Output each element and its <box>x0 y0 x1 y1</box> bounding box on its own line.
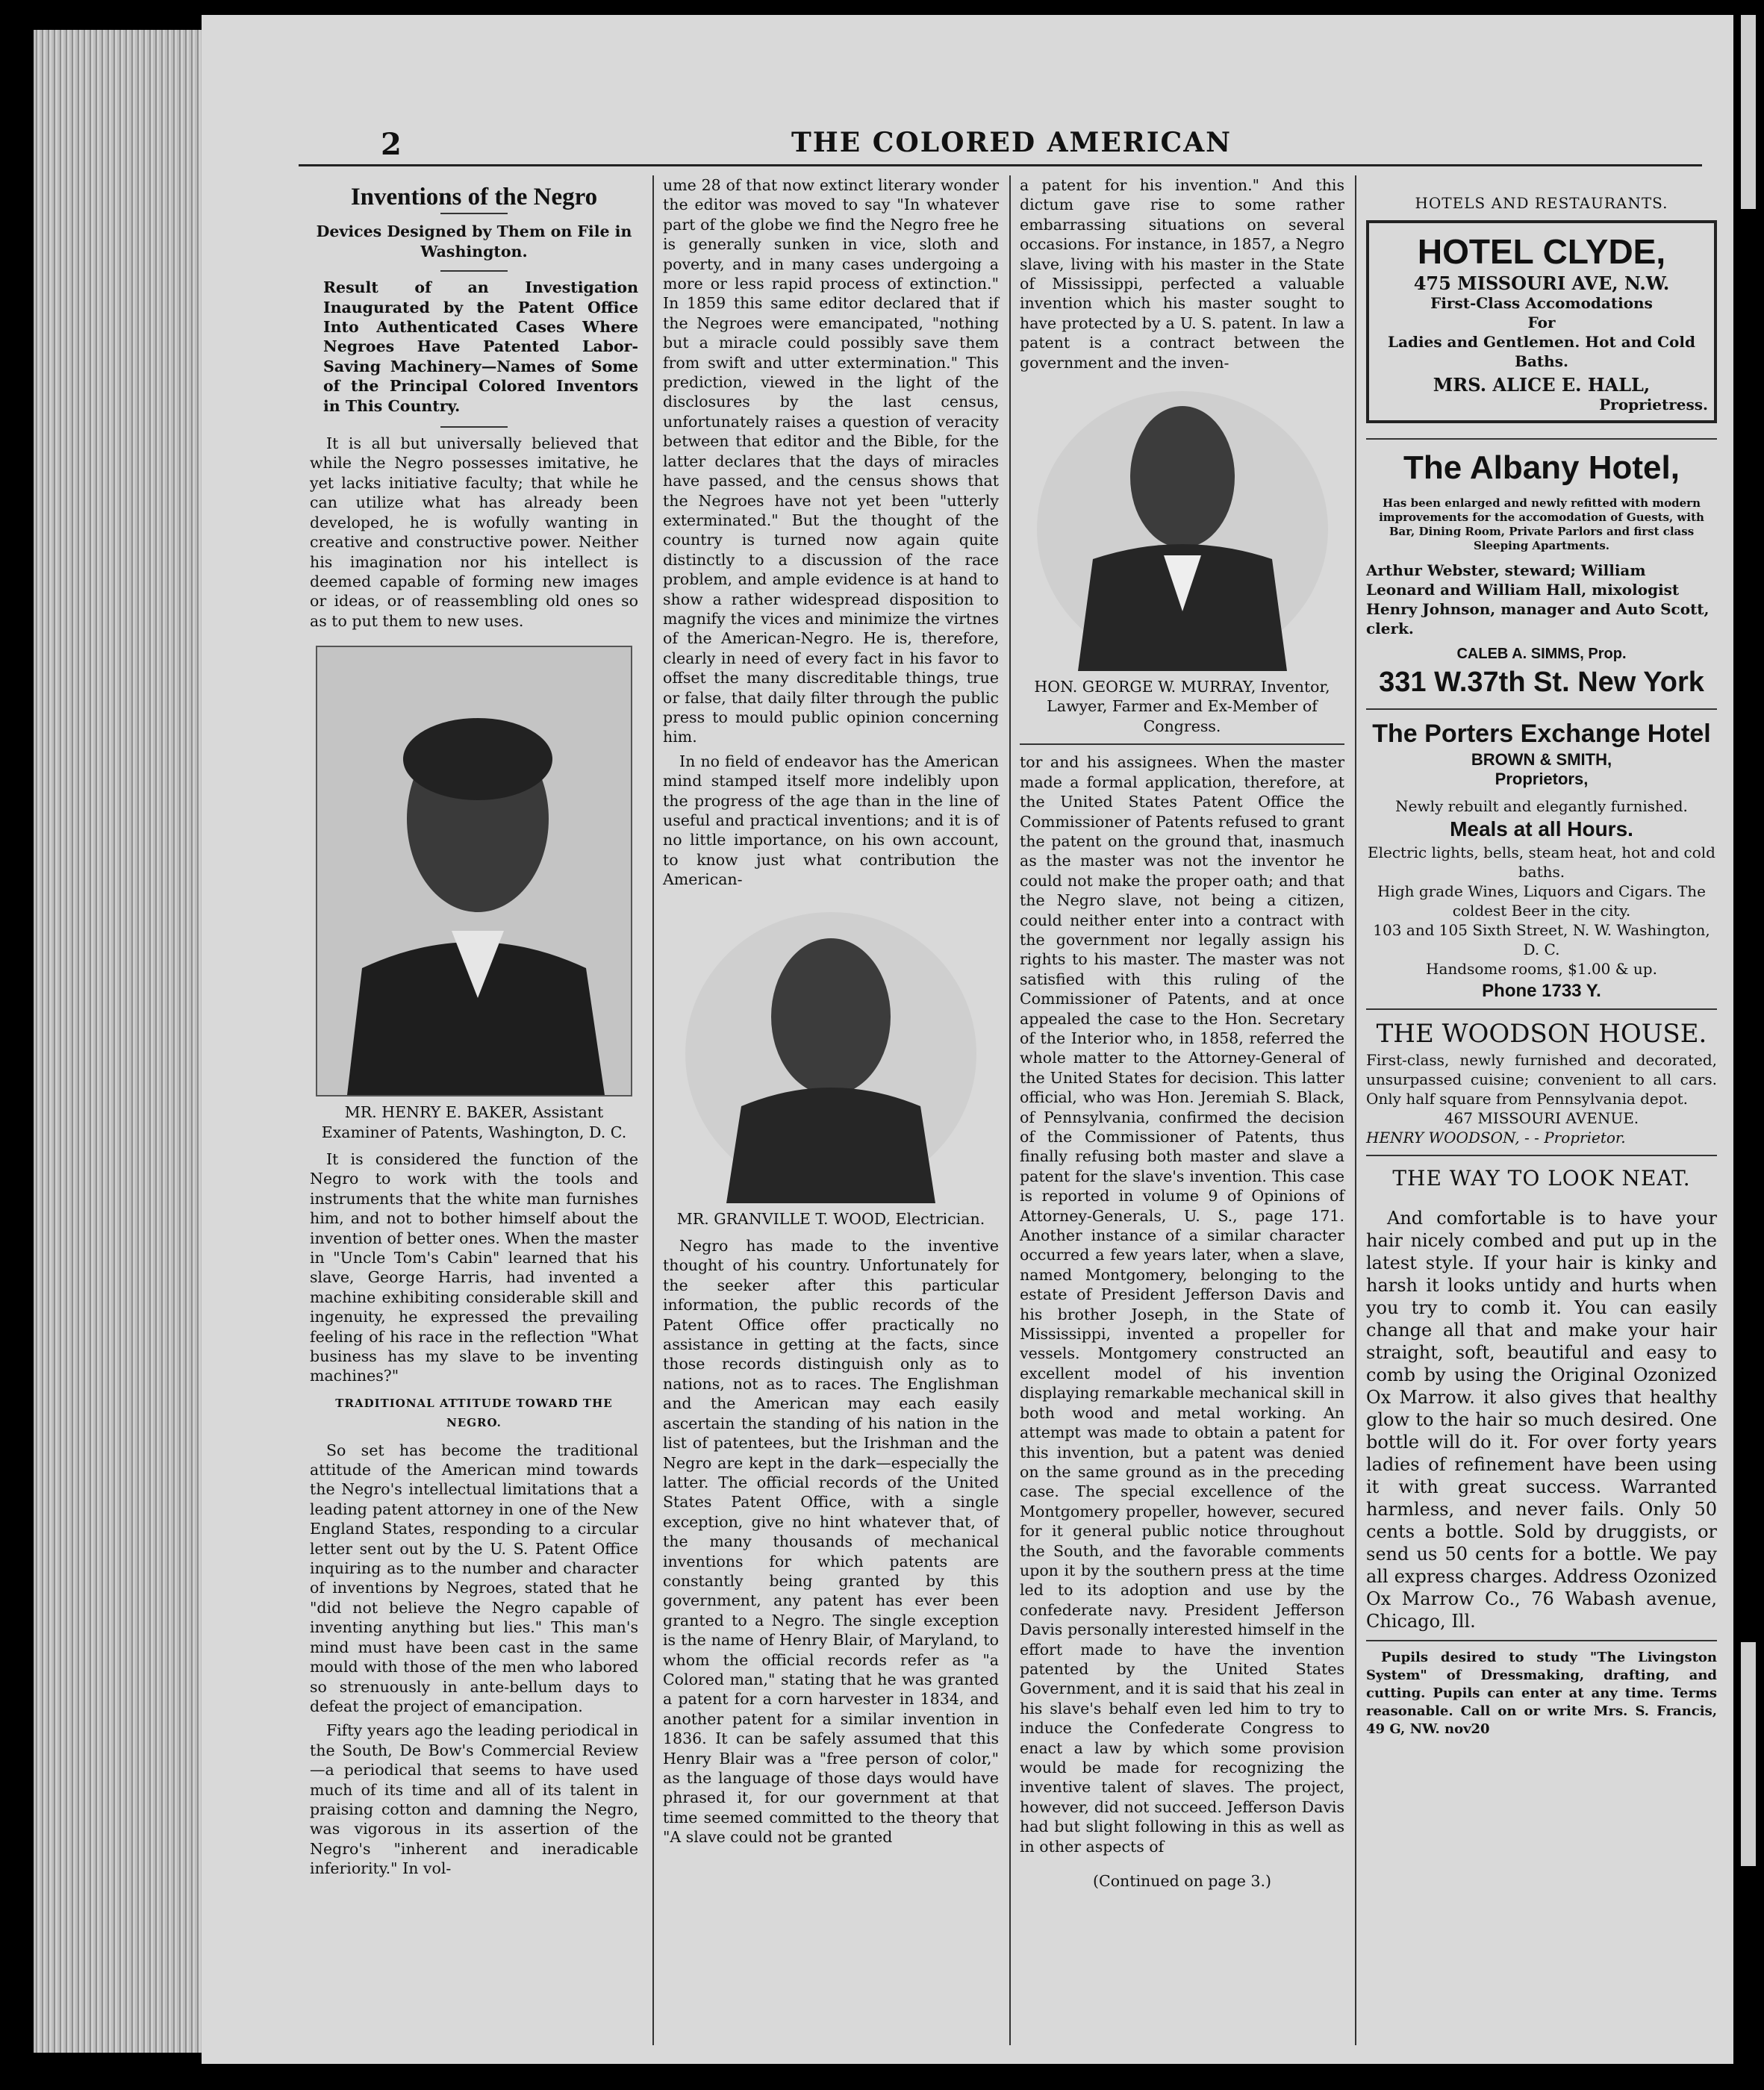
ad-clyde-address: 475 MISSOURI AVE, N.W. <box>1413 272 1670 294</box>
ad-hotel-clyde <box>1366 220 1717 423</box>
ad-porters-name: The Porters Exchange Hotel <box>1372 720 1711 748</box>
deck-rule <box>440 426 508 428</box>
ad-porters-line2: Electric lights, bells, steam heat, hot and cold baths. <box>1368 843 1715 881</box>
subtitle-rule <box>440 270 508 272</box>
paragraph: a patent for his invention." And this dictum gave rise to some rather embarrassing situations on several occasions. For instance, in 1857, a Negro slave, living with his master in the State of Mississippi, perfected a valuable invention which his master sought to have protected by a U. S. patent. In law a patent is a contract between the government and the inven- <box>1020 176 1344 372</box>
ad-woodson-name: THE WOODSON HOUSE. <box>1376 1019 1707 1049</box>
column-2 <box>663 175 999 1852</box>
ad-clyde-title: Proprietress. <box>1599 396 1708 414</box>
title-rule <box>440 213 508 214</box>
ad-porters-line1: Newly rebuilt and elegantly furnished. <box>1395 797 1688 815</box>
portrait-henry-baker <box>316 646 632 1097</box>
ad-rule <box>1366 1008 1717 1010</box>
ad-albany-address: 331 W.37th St. New York <box>1379 667 1704 698</box>
article-subtitle: Devices Designed by Them on File in Washington. <box>316 222 632 261</box>
edge-bar <box>1741 15 1756 209</box>
ad-rule <box>1366 708 1717 710</box>
column-rule-1 <box>652 175 654 2045</box>
ads-column <box>1366 175 1717 1738</box>
ad-woodson-house <box>1366 1017 1717 1147</box>
ad-porters-owners: BROWN & SMITH, <box>1471 750 1612 769</box>
page-edge-right <box>1733 0 1764 2090</box>
ad-porters-exchange <box>1366 717 1717 1001</box>
ad-clyde-owner: MRS. ALICE E. HALL, <box>1433 374 1651 396</box>
caption-granville-wood: MR. GRANVILLE T. WOOD, Electrician. <box>676 1209 985 1228</box>
paragraph: In no field of endeavor has the American mind stamped itself more indelibly upon the progress of the age than in the line of useful and practical inventions; and it is of no little importance, on his own account, to know just what contribution the American- <box>663 752 999 889</box>
column-3 <box>1020 175 1344 1891</box>
portrait-image <box>317 647 631 1095</box>
page-number: 2 <box>381 127 402 162</box>
paragraph: It is considered the function of the Negro to work with the tools and instruments that the white man furnishes him, and not to bother himself about the invention of better ones. When the master in "Uncle Tom's Cabin" learned that his slave, George Harris, had invented a machine exhibiting considerable skill and ingenuity, he expressed the prevailing feeling of his race in the reflection "What business has my slave to be inventing machines?" <box>310 1150 638 1385</box>
paragraph: It is all but universally believed that while the Negro possesses imitative, he yet lacks initiative faculty; that while he can utilize what has already been developed, he is wofully wanting in creative and constructive power. Neither his imagination nor his intellect is deemed capable of forming new images or ideas, or of reassembling old ones so as to put them to new uses. <box>310 434 638 630</box>
ad-rule <box>1366 1155 1717 1156</box>
ad-albany-hotel <box>1366 447 1717 701</box>
caption-george-murray: HON. GEORGE W. MURRAY, Inventor, Lawyer, Farmer and Ex-Member of Congress. <box>1034 678 1330 735</box>
edge-bar <box>1741 1642 1756 1866</box>
column-rule-3 <box>1355 175 1356 2045</box>
book-page-edges <box>34 30 205 2053</box>
header-rule <box>299 164 1702 166</box>
article-title: Inventions of the Negro <box>350 184 598 210</box>
ad-porters-line3: High grade Wines, Liquors and Cigars. The coldest Beer in the city. <box>1377 882 1707 920</box>
masthead: THE COLORED AMERICAN <box>791 127 1232 158</box>
ad-oxmarrow-head: THE WAY TO LOOK NEAT. <box>1392 1166 1691 1191</box>
paragraph: ume 28 of that now extinct literary wonder the editor was moved to say "In whatever part of the globe we find the Negro free he is generally sunken in vice, sloth and poverty, and in many cases undergoing a more or less rapid process of extinction." In 1859 this same editor declared that if the Negroes were emancipated, "nothing but a miracle could possibly save them from swift and utter extermination." This prediction, viewed in the light of the disclosures by the last census, unfortunately raises a question of veracity between that editor and the Bible, for the latter declares that the days of miracles have passed, and the census shows that the Negroes have not yet been "utterly exterminated." But the thought of the country is turned now again quite distinctly to a discussion of the race problem, and ample evidence is at hand to show a rather widespread disposition to magnify the vices and minimize the virtnes of the American-Negro. He is, therefore, clearly in need of every fact in his favor to offset the many discreditable things, true or false, that daily filter through the public press to mould public opinion concerning him. <box>663 176 999 746</box>
ad-porters-address: 103 and 105 Sixth Street, N. W. Washington, D. C. <box>1373 921 1710 958</box>
portrait-image <box>1033 387 1332 671</box>
ad-clyde-line1: First-Class Accomodations <box>1430 294 1653 312</box>
paragraph: Negro has made to the inventive thought of his country. Unfortunately for the seeker after this particular information, the public records of the Patent Office offer practically no assistance in getting at the facts, since those records distinguish only as to nations, not as to races. The Englishman and the American may each easily ascertain the standing of his nation in the list of patentees, but the Irishman and the Negro are kept in the dark—especially the latter. The official records of the United States Patent Office, with a single exception, give no hint whatever that, of the many thousands of mechanical inventions for which patents are constantly being granted by this government, any patent has ever been granted to a Negro. The single exception is the name of Henry Blair, of Maryland, to whom the official records refer as "a Colored man," stating that he was granted a patent for a corn harvester in 1834, and another patent for a similar invention in 1836. It can be safely assumed that this Henry Blair was a "free person of color," as the language of those days would have phrased it, for our government at that time seemed committed to the theory that "A slave could not be granted <box>663 1237 999 1847</box>
continued-note: (Continued on page 3.) <box>1093 1872 1271 1891</box>
ad-woodson-address: 467 MISSOURI AVENUE. <box>1444 1109 1639 1127</box>
ad-porters-meals: Meals at all Hours. <box>1450 817 1633 840</box>
portrait-granville-wood <box>682 905 980 1203</box>
ad-rule <box>1366 438 1717 440</box>
portrait-image <box>682 905 980 1203</box>
ad-oxmarrow-body: And comfortable is to have your hair nicely combed and put up in the latest style. If your hair is kinky and harsh it looks untidy and hurts when you try to comb it. You can easily change all that and make your hair straight, soft, beautiful and easy to comb by using the Original Ozonized Ox Marrow. it also gives that healthy glow to the hair so much desired. One bottle will do it. For over forty years ladies of refinement have been using it with great success. Warranted harmless, and never fails. Only 50 cents a bottle. Sold by druggists, or send us 50 cents for a bottle. We pay all express charges. Address Ozonized Ox Marrow Co., 76 Wabash avenue, Chicago, Ill. <box>1366 1208 1717 1632</box>
column-1 <box>310 175 638 1883</box>
caption-henry-baker: MR. HENRY E. BAKER, Assistant Examiner of Patents, Washington, D. C. <box>321 1103 627 1141</box>
ad-albany-prop: CALEB A. SIMMS, Prop. <box>1456 646 1627 662</box>
caption-rule <box>1020 743 1344 745</box>
ad-clyde-name: HOTEL CLYDE, <box>1417 232 1666 271</box>
ad-rule <box>1366 1640 1717 1641</box>
portrait-george-murray <box>1033 387 1332 671</box>
newspaper-page <box>202 15 1733 2064</box>
ad-woodson-owner: HENRY WOODSON, - - Proprietor. <box>1366 1129 1626 1147</box>
section-subhead: TRADITIONAL ATTITUDE TOWARD THE NEGRO. <box>335 1396 613 1430</box>
paragraph: So set has become the traditional attitude of the American mind towards the Negro's intellectual limitations that a leading patent attorney in one of the New England States, responding to a circular letter sent out by the U. S. Patent Office inquiring as to the number and character of inventions by Negroes, stated that he "did not believe the Negro capable of inventing anything but lies." This man's mind must have been cast in the same mould with those of the men who labored so strenuously in ante-bellum days to defeat the project of emancipation. <box>310 1441 638 1715</box>
column-rule-2 <box>1009 175 1011 2045</box>
paragraph: Fifty years ago the leading periodical in the South, De Bow's Commercial Review—a periodical that seems to have used much of its time and all of its talent in praising cotton and damning the Negro, was vigorous in its assertion of the Negro's "inherent and ineradicable inferiority." In vol- <box>310 1721 638 1878</box>
ads-section-head: HOTELS AND RESTAURANTS. <box>1415 194 1668 212</box>
ad-porters-rooms: Handsome rooms, $1.00 & up. <box>1426 960 1657 978</box>
ad-francis-dressmaking: Pupils desired to study "The Livingston System" of Dressmaking, drafting, and cutting. Pupils can enter at any time. Terms reasonable. Call on or write Mrs. S. Francis, 49 G, NW. nov20 <box>1366 1650 1717 1737</box>
ad-albany-desc: Has been enlarged and newly refitted with modern improvements for the accomodation of Guests, with Bar, Dining Room, Private Parlors and first class Sleeping Apartments. <box>1379 496 1704 552</box>
ad-clyde-line3: Ladies and Gentlemen. Hot and Cold Baths. <box>1388 333 1695 370</box>
ad-albany-name: The Albany Hotel, <box>1403 449 1680 486</box>
ad-ox-marrow <box>1366 1164 1717 1632</box>
ad-woodson-desc: First-class, newly furnished and decorated, unsurpassed cuisine; convenient to all cars. Only half square from Pennsylvania depot. <box>1366 1051 1717 1108</box>
ad-porters-title: Proprietors, <box>1495 770 1589 788</box>
ad-albany-staff: Arthur Webster, steward; William Leonard and William Hall, mixologist Henry Johnson, manager and Auto Scott, clerk. <box>1366 561 1710 637</box>
paragraph: tor and his assignees. When the master made a formal application, therefore, at the United States Patent Office the Commissioner of Patents refused to grant the patent on the ground that, inasmuch as the master was not the inventor he could not make the proper oath; and that the Negro slave, not being a citizen, could neither enter into a contract with the government nor legally assign his rights to his master. The master was not satisfied with this ruling of the Commissioner of Patents, and at once appealed the case to the Hon. Secretary of the Interior who, in 1858, referred the whole matter to the Attorney-General of the United States for decision. This latter official, who was Hon. Jeremiah S. Black, of Pennsylvania, confirmed the decision of the Commissioner of Patents, thus finally refusing both master and slave a patent for the slave's invention. This case is reported in volume 9 of Opinions of Attorney-Generals, U. S., page 171. Another instance of a similar character occurred a few years later, when a slave, named Montgomery, belonging to the estate of President Jefferson Davis and his brother Joseph, in the State of Mississippi, invented a propeller for vessels. Montgomery constructed an excellent model of his invention displaying remarkable mechanical skill in both wood and metal working. An attempt was made to obtain a patent for this invention, but a patent was denied on the same ground as in the preceding case. The special excellence of the Montgomery propeller, however, secured for it general public notice throughout the South, and the favorable comments upon it by the southern press at the time led to its adoption and use by the confederate navy. President Jefferson Davis personally interested himself in the effort made to have the invention patented by the United States Government, and it is said that his zeal in his slave's behalf even led him to try to induce the Confederate Congress to enact a law by which some provision would be made for recognizing the inventive talent of slaves. The project, however, did not succeed. Jefferson Davis had but slight following in this as well as in other aspects of <box>1020 753 1344 1856</box>
ad-porters-phone: Phone 1733 Y. <box>1482 981 1601 1001</box>
ad-clyde-line2: For <box>1527 314 1556 331</box>
article-deck: Result of an Investigation Inaugurated by the Patent Office Into Authenticated Cases Where Negroes Have Patented Labor-Saving Machinery—Names of Some of the Principal Colored Inventors in This Country. <box>323 278 638 415</box>
